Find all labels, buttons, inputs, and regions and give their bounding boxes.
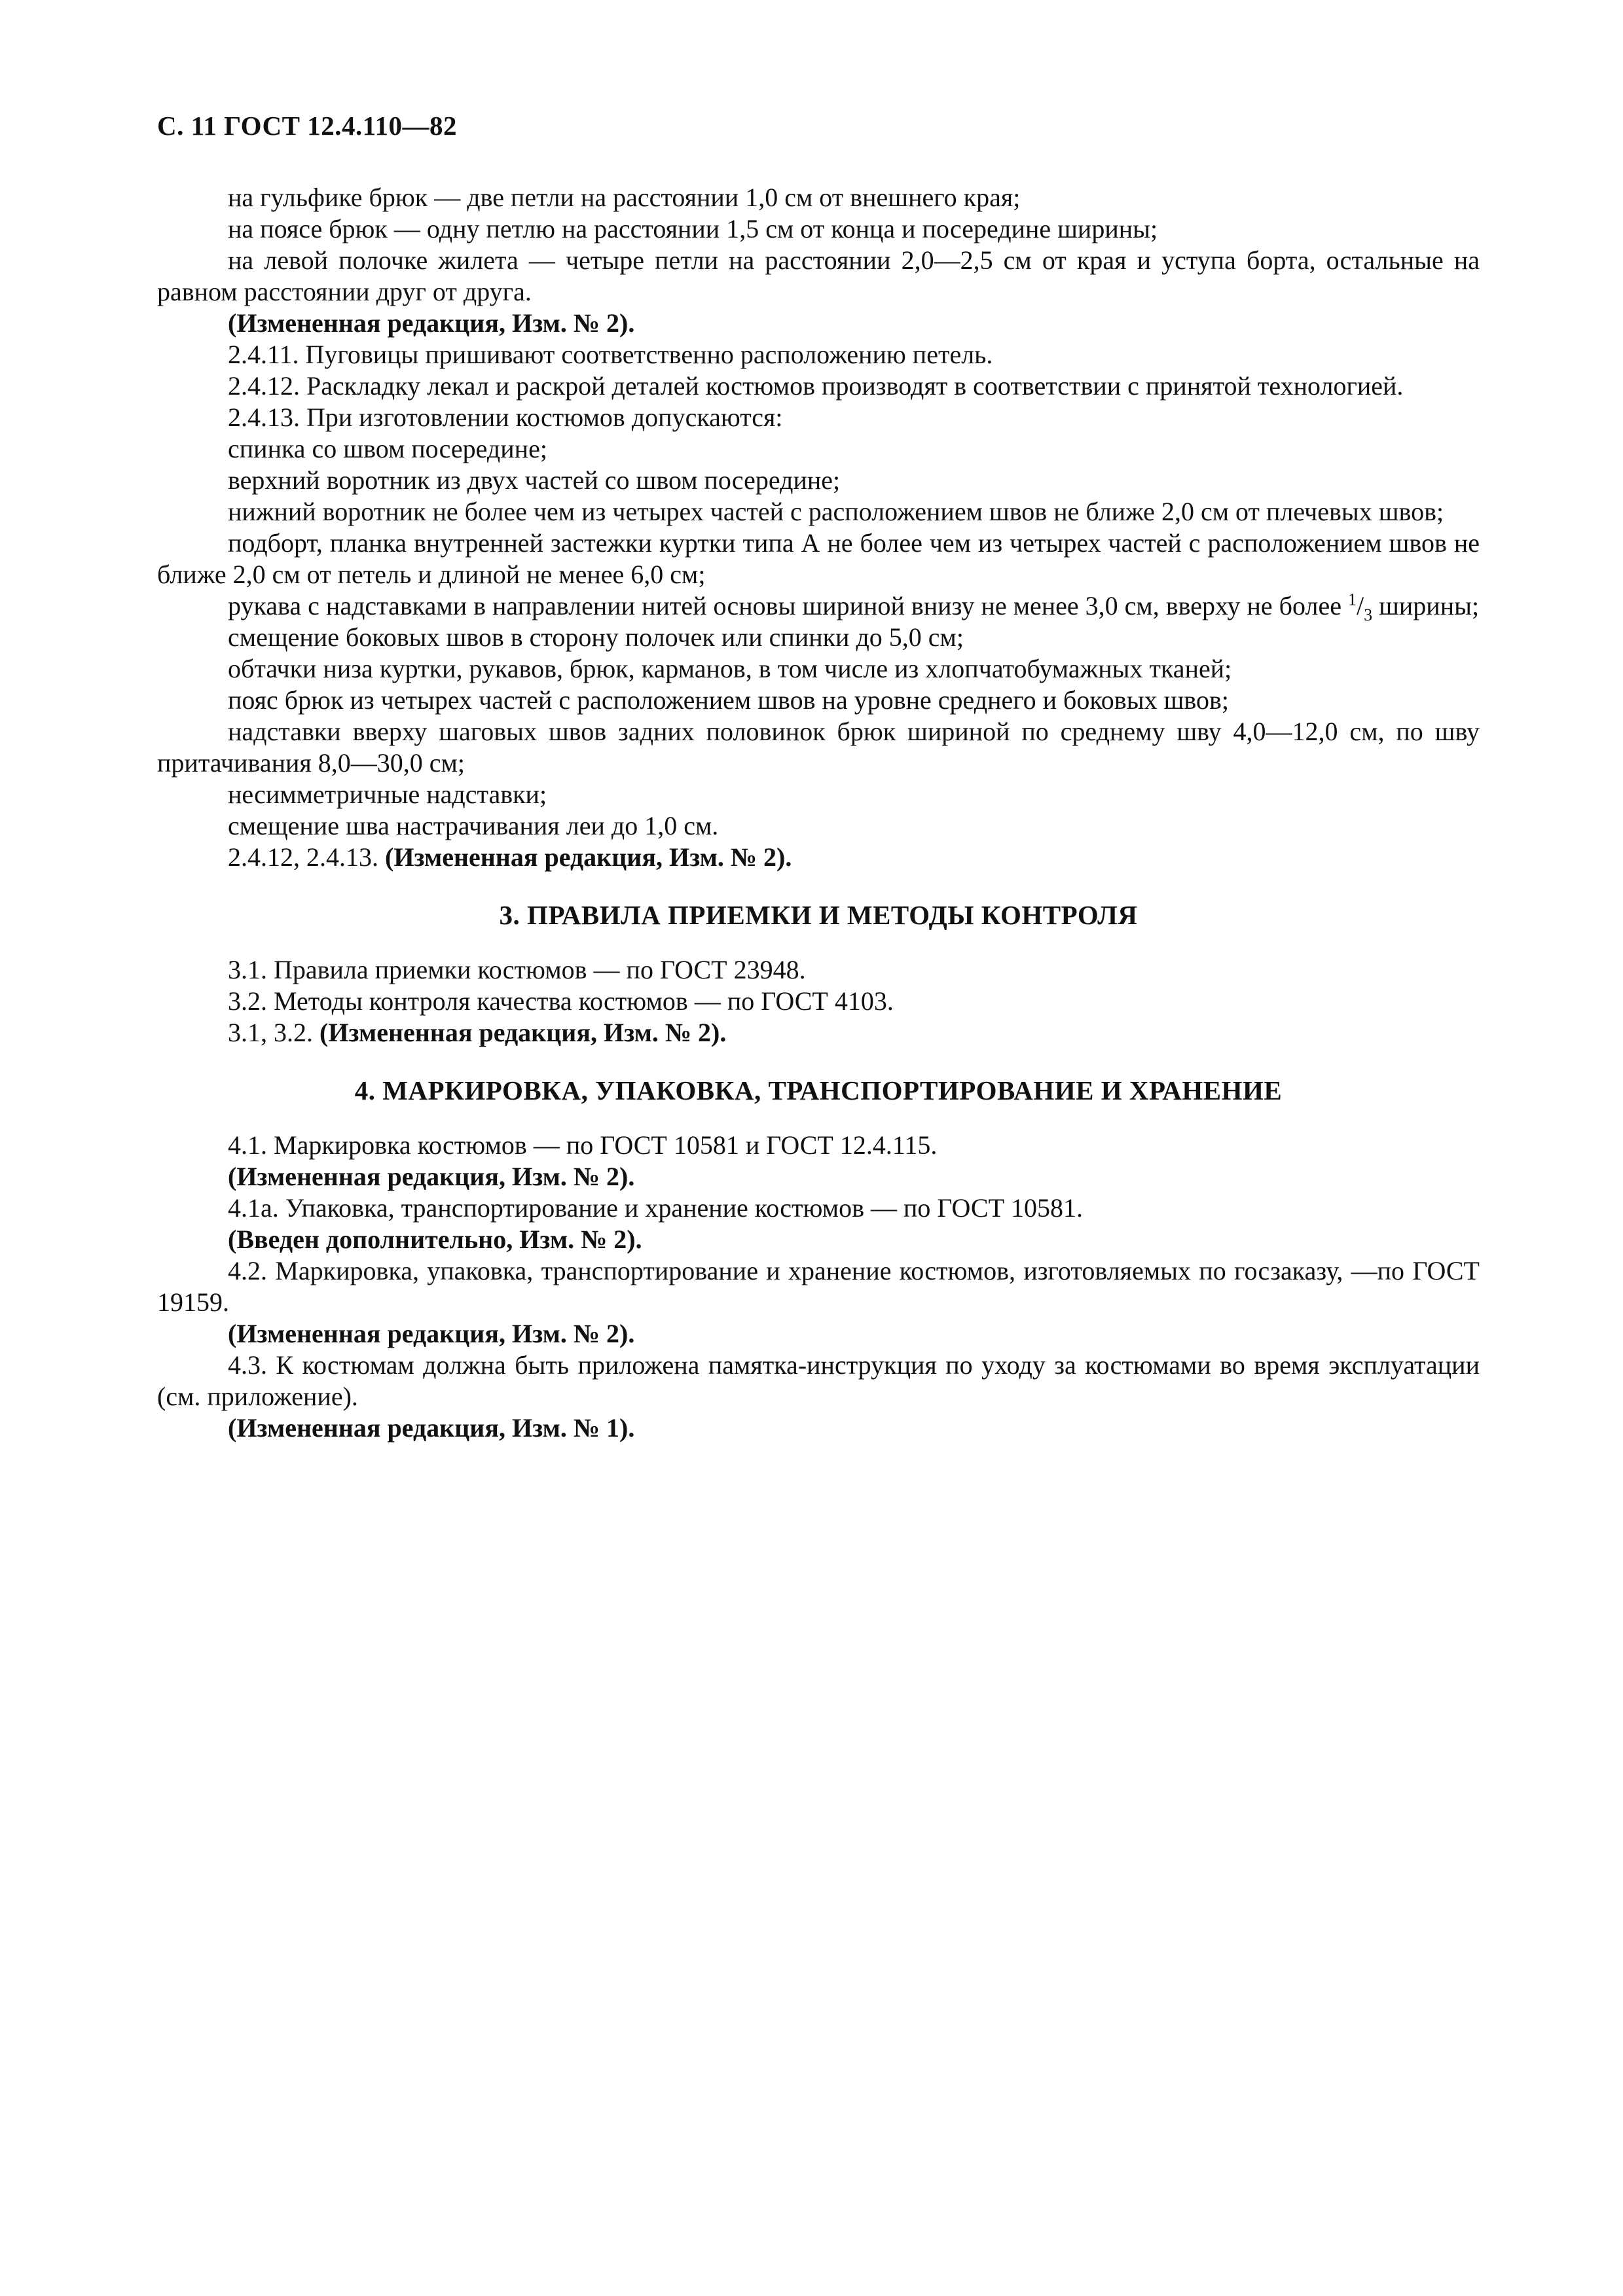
paragraph: на поясе брюк — одну петлю на расстоянии 1,5 см от конца и посередине ширины; xyxy=(228,214,1158,243)
list-item: пояс брюк из четырех частей с расположением швов на уровне среднего и боковых швов; xyxy=(228,685,1229,715)
fraction-numerator: 1 xyxy=(1347,590,1357,609)
page-header: С. 11 ГОСТ 12.4.110—82 xyxy=(157,111,457,141)
paragraph-2-4-11: 2.4.11. Пуговицы пришивают соответственно расположению петель. xyxy=(228,340,993,369)
paragraph-4-2: 4.2. Маркировка, упаковка, транспортирование и хранение костюмов, изготовляемых по госзаказу, —по ГОСТ 19159. xyxy=(157,1256,1480,1317)
paragraph-2-4-12: 2.4.12. Раскладку лекал и раскрой деталей костюмов производят в соответствии с принятой технологией. xyxy=(228,371,1404,401)
fraction-denominator: 3 xyxy=(1364,605,1373,624)
paragraph: на гульфике брюк — две петли на расстоянии 1,0 см от внешнего края; xyxy=(228,183,1021,212)
revision-line xyxy=(157,1017,1480,1049)
list-item: верхний воротник из двух частей со швом посередине; xyxy=(228,465,841,495)
paragraph-4-1a: 4.1а. Упаковка, транспортирование и хранение костюмов — по ГОСТ 10581. xyxy=(228,1193,1084,1223)
paragraph-4-1: 4.1. Маркировка костюмов — по ГОСТ 10581 и ГОСТ 12.4.115. xyxy=(228,1130,938,1160)
paragraph: на левой полочке жилета — четыре петли на расстоянии 2,0—2,5 см от края и уступа борта, остальные на равном расстоянии друг от друга. xyxy=(157,245,1480,306)
list-item-sleeve xyxy=(157,590,1480,622)
list-item: обтачки низа куртки, рукавов, брюк, карманов, в том числе из хлопчатобумажных тканей; xyxy=(228,654,1232,683)
section-3-title: 3. ПРАВИЛА ПРИЕМКИ И МЕТОДЫ КОНТРОЛЯ xyxy=(499,900,1138,930)
revision-note: (Измененная редакция, Изм. № 2). xyxy=(319,1018,727,1047)
revision-note: (Измененная редакция, Изм. № 2). xyxy=(385,842,792,872)
list-item: смещение шва настрачивания леи до 1,0 см. xyxy=(228,811,719,840)
revision-note: (Измененная редакция, Изм. № 2). xyxy=(228,1319,635,1348)
paragraph-2-4-13: 2.4.13. При изготовлении костюмов допускаются: xyxy=(228,403,783,432)
introduced-note: (Введен дополнительно, Изм. № 2). xyxy=(228,1225,642,1254)
revision-line xyxy=(157,842,1480,873)
revision-note: (Измененная редакция, Изм. № 2). xyxy=(228,308,635,338)
list-item: подборт, планка внутренней застежки куртки типа А не более чем из четырех частей с расположением швов не ближе 2,0 см от петель и длиной не менее 6,0 см; xyxy=(157,528,1480,589)
list-item: спинка со швом посередине; xyxy=(228,434,547,463)
sleeve-text-end: ширины; xyxy=(1372,591,1480,620)
revision-note: (Измененная редакция, Изм. № 1). xyxy=(228,1413,635,1443)
list-item: надставки вверху шаговых швов задних половинок брюк шириной по среднему шву 4,0—12,0 см, по шву притачивания 8,0—30,0 см; xyxy=(157,717,1480,778)
list-item: смещение боковых швов в сторону полочек или спинки до 5,0 см; xyxy=(228,622,964,652)
paragraph-3-2: 3.2. Методы контроля качества костюмов — по ГОСТ 4103. xyxy=(228,986,894,1016)
list-item: несимметричные надставки; xyxy=(228,780,547,809)
section-4-title: 4. МАРКИРОВКА, УПАКОВКА, ТРАНСПОРТИРОВАНИЕ И ХРАНЕНИЕ xyxy=(354,1075,1283,1105)
clause-ref: 2.4.12, 2.4.13. xyxy=(228,842,378,872)
list-item: нижний воротник не более чем из четырех частей с расположением швов не ближе 2,0 см от плечевых швов; xyxy=(228,497,1444,526)
paragraph-3-1: 3.1. Правила приемки костюмов — по ГОСТ 23948. xyxy=(228,955,806,984)
paragraph-4-3: 4.3. К костюмам должна быть приложена памятка-инструкция по уходу за костюмами во время эксплуатации (см. приложение). xyxy=(157,1350,1480,1411)
sleeve-text: рукава с надставками в направлении нитей основы шириной внизу не менее 3,0 см, вверху не более xyxy=(228,591,1348,620)
clause-ref: 3.1, 3.2. xyxy=(228,1018,313,1047)
revision-note: (Измененная редакция, Изм. № 2). xyxy=(228,1162,635,1191)
document-page xyxy=(157,110,1480,1444)
fraction-slash: / xyxy=(1356,591,1364,620)
